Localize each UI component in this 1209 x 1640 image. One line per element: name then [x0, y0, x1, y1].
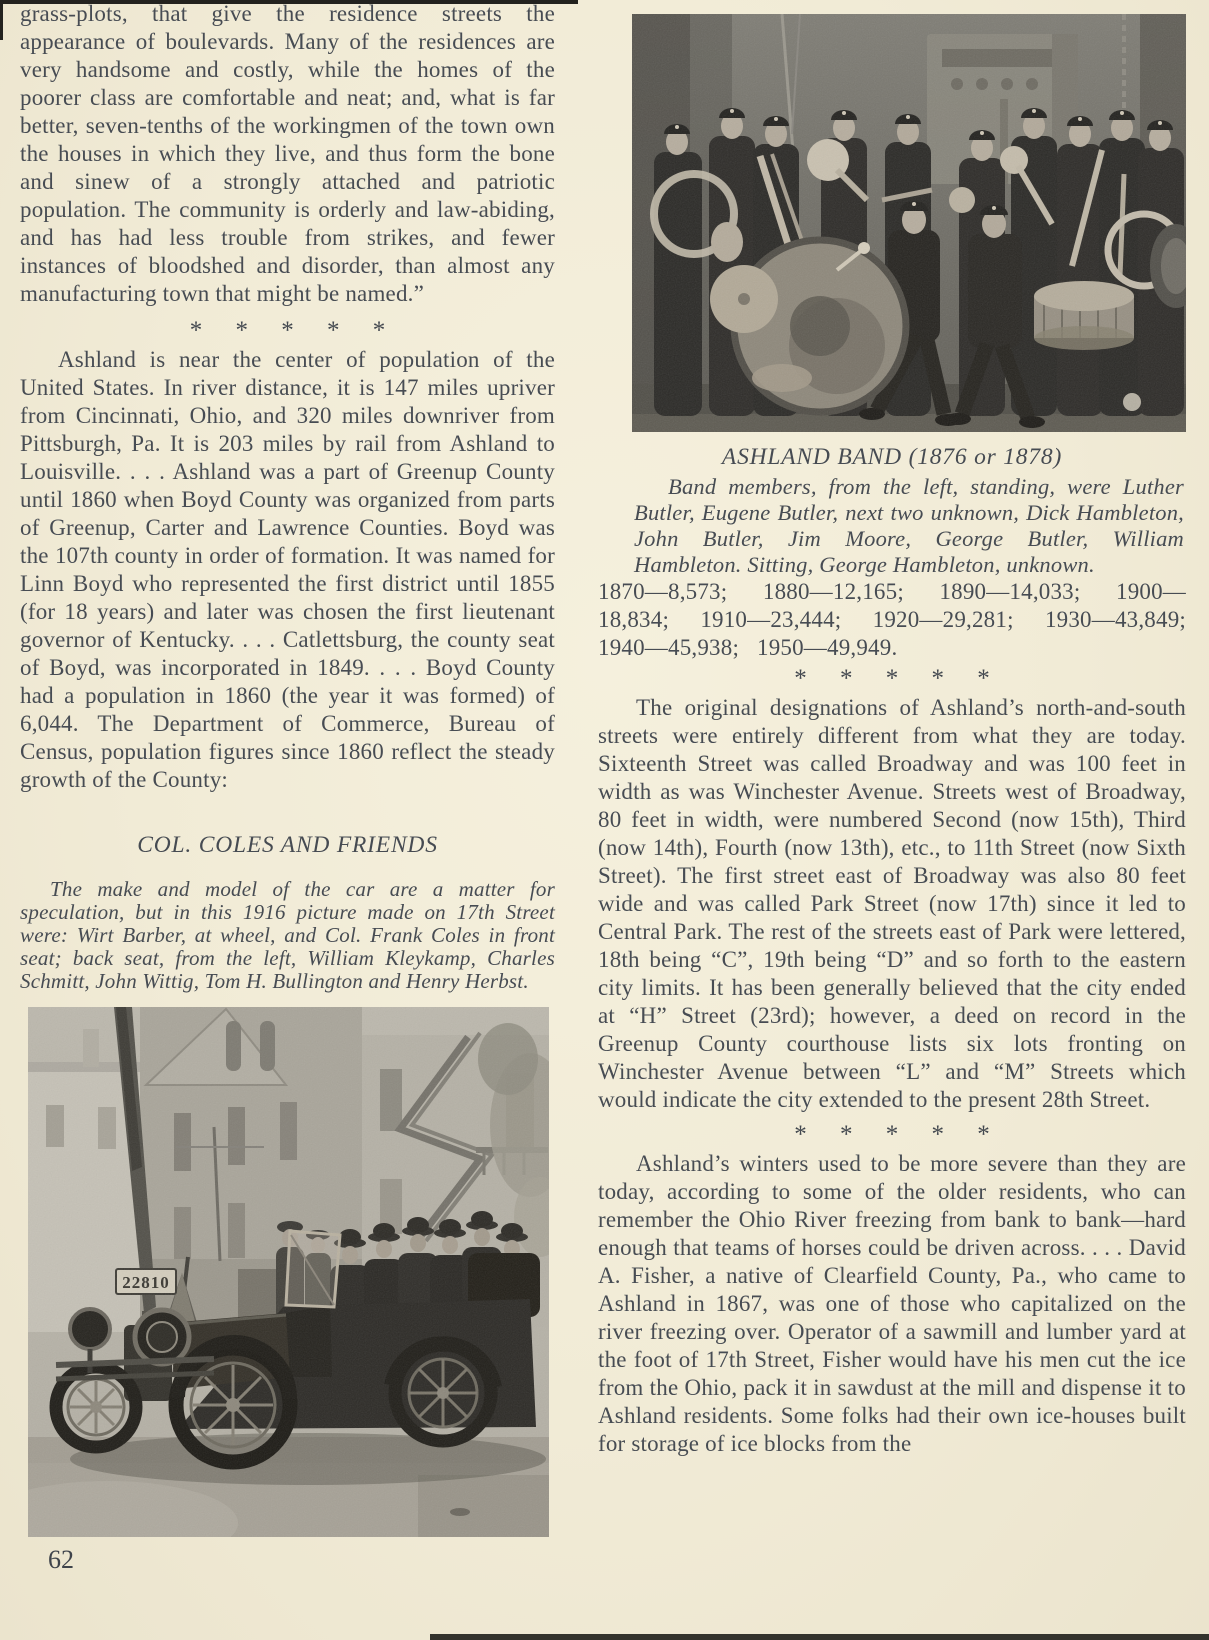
band-photo	[632, 14, 1186, 432]
right-column	[598, 0, 1186, 1458]
asterisk-separator: * * * * *	[189, 317, 386, 344]
page-number: 62	[48, 1545, 74, 1574]
paragraph-street-names: The original designations of Ashland’s north-and-south streets were entirely different from what they are today. Sixteenth Street was called Broadway and was 100 feet in width as was Winchester Avenue. Streets west of Broadway, 80 feet in width, were numbered Second (now 15th), Third (now 14th), Fourth (now 13th), etc., to 11th Street (now Sixth Street). The first street east of Broadway was also 80 feet wide and was called Park Street (now 17th) since it led to Central Park. The rest of the streets east of Park were lettered, 18th being “C”, 19th being “D” and so forth to the eastern city limits. It has been generally believed that the city ended at “H” Street (23rd); however, a deed on record in the Greenup County courthouse lists six lots fronting on Winchester Avenue between “L” and “M” Streets which would indicate the city extended to the present 28th Street.	[598, 695, 1186, 1112]
car-photo-caption: The make and model of the car are a matter for speculation, but in this 1916 picture made on 17th Street were: Wirt Barber, at wheel, and Col. Frank Coles in front seat; back seat, from the left, William Kleykamp, Charles Schmitt, John Wittig, Tom H. Bullington and Henry Herbst.	[20, 877, 555, 993]
car-photo-heading: COL. COLES AND FRIENDS	[137, 832, 438, 858]
band-photo-heading: ASHLAND BAND (1876 or 1878)	[721, 444, 1063, 470]
population-figures: 1870—8,573; 1880—12,165; 1890—14,033; 1900—18,834; 1910—23,444; 1920—29,281; 1930—43,849; 1940—45,938; 1950—49,949.	[598, 579, 1186, 660]
paragraph-ashland-location: Ashland is near the center of population of the United States. In river distance, it is 147 miles upriver from Cincinnati, Ohio, and 320 miles downriver from Pittsburgh, Pa. It is 203 miles by rail from Ashland to Louisville. . . . Ashland was a part of Greenup County until 1860 when Boyd County was organized from parts of Greenup, Carter and Lawrence Counties. Boyd was the 107th county in order of formation. It was named for Linn Boyd who represented the first district until 1855 (for 18 years) and later was chosen the first lieutenant governor of Kentucky. . . . Catlettsburg, the county seat of Boyd, was incorporated in 1849. . . . Boyd County had a population in 1860 (the year it was formed) of 6,044. The Department of Commerce, Bureau of Census, population figures since 1860 reflect the steady growth of the County:	[20, 347, 555, 792]
asterisk-separator: * * * * *	[794, 1121, 990, 1148]
scan-edge-bottom	[430, 1634, 1209, 1640]
paragraph-residences: grass-plots, that give the residence streets the appearance of boulevards. Many of the residences are very handsome and costly, while the homes of the poorer class are comfortable and neat; and, what is far better, seven-tenths of the workingmen of the town own the houses in which they live, and thus form the bone and sinew of a strongly attached and patriotic population. The community is orderly and law-abiding, and has had less trouble from strikes, and fewer instances of bloodshed and disorder, than almost any manufacturing town that might be named.”	[20, 1, 555, 306]
left-column	[20, 0, 555, 1575]
band-photo-caption: Band members, from the left, standing, were Luther Butler, Eugene Butler, next two unknown, Dick Hambleton, John Butler, Jim Moore, George Butler, William Hambleton. Sitting, George Hambleton, unknown.	[634, 474, 1184, 577]
photo-grain	[28, 1007, 549, 1537]
photo-grain	[632, 14, 1186, 432]
asterisk-separator: * * * * *	[794, 665, 990, 692]
scan-edge-left	[0, 0, 3, 40]
license-plate-number: 22810	[122, 1273, 170, 1292]
car-photo	[28, 1007, 555, 1537]
paragraph-winters: Ashland’s winters used to be more severe than they are today, according to some of the older residents, who can remember the Ohio River freezing from bank to bank—hard enough that teams of horses could be driven across. . . . David A. Fisher, a native of Clearfield County, Pa., who came to Ashland in 1867, was one of those who capitalized on the river freezing over. Operator of a sawmill and lumber yard at the foot of 17th Street, Fisher would have his men cut the ice from the Ohio, pack it in sawdust at the mill and dispense it to Ashland residents. Some folks had their own ice-houses built for storage of ice blocks from the	[598, 1151, 1186, 1456]
